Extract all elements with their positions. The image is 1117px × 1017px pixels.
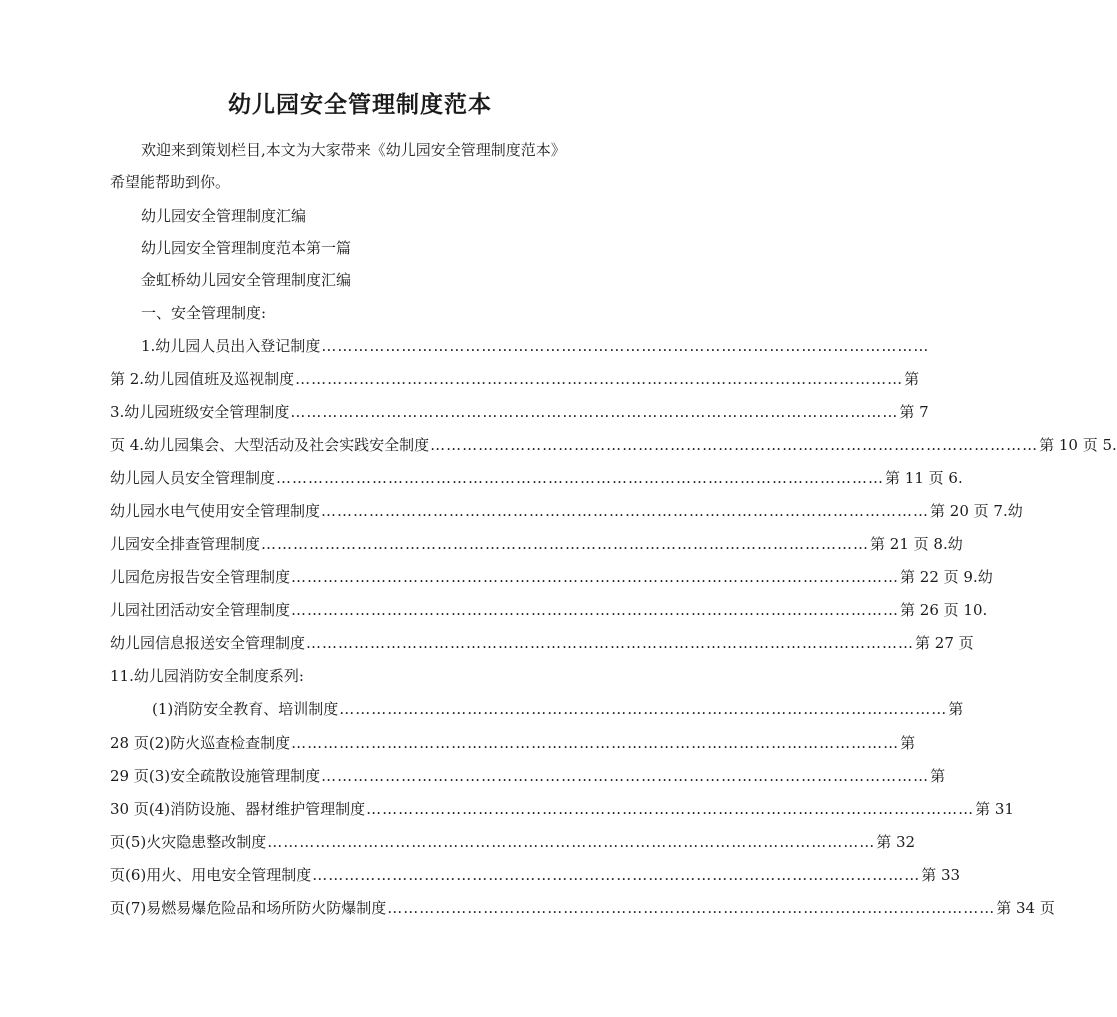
toc-line	[110, 433, 1117, 457]
toc-line	[110, 499, 1023, 523]
toc-page-ref: 第	[930, 767, 946, 785]
toc-line	[110, 400, 929, 424]
toc-leader-dots: ……………………………………………………………………………………………………	[291, 734, 900, 752]
toc-line	[110, 731, 916, 755]
toc-entry-text: 1.幼儿园人员出入登记制度	[141, 337, 321, 355]
toc-leader-dots: ……………………………………………………………………………………………………	[321, 337, 930, 355]
toc-leader-dots: ……………………………………………………………………………………………………	[339, 700, 948, 718]
toc-leader-dots: ……………………………………………………………………………………………………	[312, 866, 921, 884]
toc-page-ref: 第 10 页 5.	[1039, 436, 1117, 454]
toc-line	[110, 466, 963, 490]
toc-entry-text: 页(7)易燃易爆危险品和场所防火防爆制度	[110, 899, 387, 917]
toc-entry-text: 幼儿园人员安全管理制度	[110, 469, 276, 487]
toc-leader-dots: ……………………………………………………………………………………………………	[291, 568, 900, 586]
toc-entry-text: 28 页(2)防火巡查检查制度	[110, 734, 291, 752]
section-heading-safety: 一、安全管理制度:	[141, 304, 267, 322]
heading-jinhongqiao: 金虹桥幼儿园安全管理制度汇编	[141, 271, 352, 289]
toc-page-ref: 第 27 页	[915, 634, 974, 652]
toc-page-ref: 第 20 页 7.幼	[930, 502, 1023, 520]
toc-page-ref: 第 21 页 8.幼	[870, 535, 963, 553]
toc-page-ref: 第 7	[899, 403, 929, 421]
toc-leader-dots: ……………………………………………………………………………………………………	[291, 601, 900, 619]
toc-line	[110, 863, 961, 887]
toc-entry-text: 页(5)火灾隐患整改制度	[110, 833, 267, 851]
toc-entry-text: 幼儿园水电气使用安全管理制度	[110, 502, 321, 520]
toc-entry-text: 页(6)用火、用电安全管理制度	[110, 866, 312, 884]
toc-leader-dots: ……………………………………………………………………………………………………	[290, 403, 899, 421]
toc-entry-text: 页 4.幼儿园集会、大型活动及社会实践安全制度	[110, 436, 430, 454]
toc-line	[110, 532, 963, 556]
toc-entry-text: 儿园危房报告安全管理制度	[110, 568, 291, 586]
fire-safety-heading: 11.幼儿园消防安全制度系列:	[110, 667, 304, 685]
toc-page-ref: 第	[948, 700, 964, 718]
toc-page-ref: 第	[900, 734, 916, 752]
toc-page-ref: 第 31	[975, 800, 1014, 818]
toc-page-ref: 第 22 页 9.幼	[900, 568, 993, 586]
toc-page-ref: 第 33	[921, 866, 961, 884]
toc-leader-dots: ……………………………………………………………………………………………………	[321, 502, 930, 520]
toc-entry-text: 3.幼儿园班级安全管理制度	[110, 403, 290, 421]
toc-line	[141, 334, 930, 358]
toc-leader-dots: ……………………………………………………………………………………………………	[306, 634, 915, 652]
toc-line	[110, 896, 1055, 920]
heading-first-article: 幼儿园安全管理制度范本第一篇	[141, 239, 352, 257]
heading-compilation: 幼儿园安全管理制度汇编	[141, 207, 307, 225]
toc-entry-text: 29 页(3)安全疏散设施管理制度	[110, 767, 321, 785]
toc-entry-text: 儿园安全排查管理制度	[110, 535, 261, 553]
toc-line	[110, 830, 916, 854]
toc-line	[152, 697, 964, 721]
toc-page-ref: 第	[904, 370, 920, 388]
toc-line	[110, 631, 974, 655]
toc-leader-dots: ……………………………………………………………………………………………………	[321, 767, 930, 785]
toc-line	[110, 797, 1014, 821]
toc-entry-text: 儿园社团活动安全管理制度	[110, 601, 291, 619]
toc-line	[110, 367, 920, 391]
toc-page-ref: 第 34 页	[996, 899, 1055, 917]
toc-leader-dots: ……………………………………………………………………………………………………	[295, 370, 904, 388]
toc-leader-dots: ……………………………………………………………………………………………………	[261, 535, 870, 553]
toc-line	[110, 565, 993, 589]
toc-leader-dots: ……………………………………………………………………………………………………	[276, 469, 885, 487]
intro-line-2: 希望能帮助到你。	[110, 173, 231, 191]
toc-page-ref: 第 26 页 10.	[900, 601, 988, 619]
document-title: 幼儿园安全管理制度范本	[228, 91, 492, 118]
toc-leader-dots: ……………………………………………………………………………………………………	[430, 436, 1039, 454]
toc-entry-text: (1)消防安全教育、培训制度	[152, 700, 339, 718]
toc-leader-dots: ……………………………………………………………………………………………………	[366, 800, 975, 818]
toc-entry-text: 第 2.幼儿园值班及巡视制度	[110, 370, 295, 388]
toc-entry-text: 30 页(4)消防设施、器材维护管理制度	[110, 800, 366, 818]
toc-page-ref: 第 32	[876, 833, 916, 851]
toc-entry-text: 幼儿园信息报送安全管理制度	[110, 634, 306, 652]
toc-leader-dots: ……………………………………………………………………………………………………	[387, 899, 996, 917]
toc-line	[110, 598, 988, 622]
toc-leader-dots: ……………………………………………………………………………………………………	[267, 833, 876, 851]
intro-line-1: 欢迎来到策划栏目,本文为大家带来《幼儿园安全管理制度范本》	[141, 141, 566, 159]
toc-line	[110, 764, 946, 788]
toc-page-ref: 第 11 页 6.	[885, 469, 963, 487]
